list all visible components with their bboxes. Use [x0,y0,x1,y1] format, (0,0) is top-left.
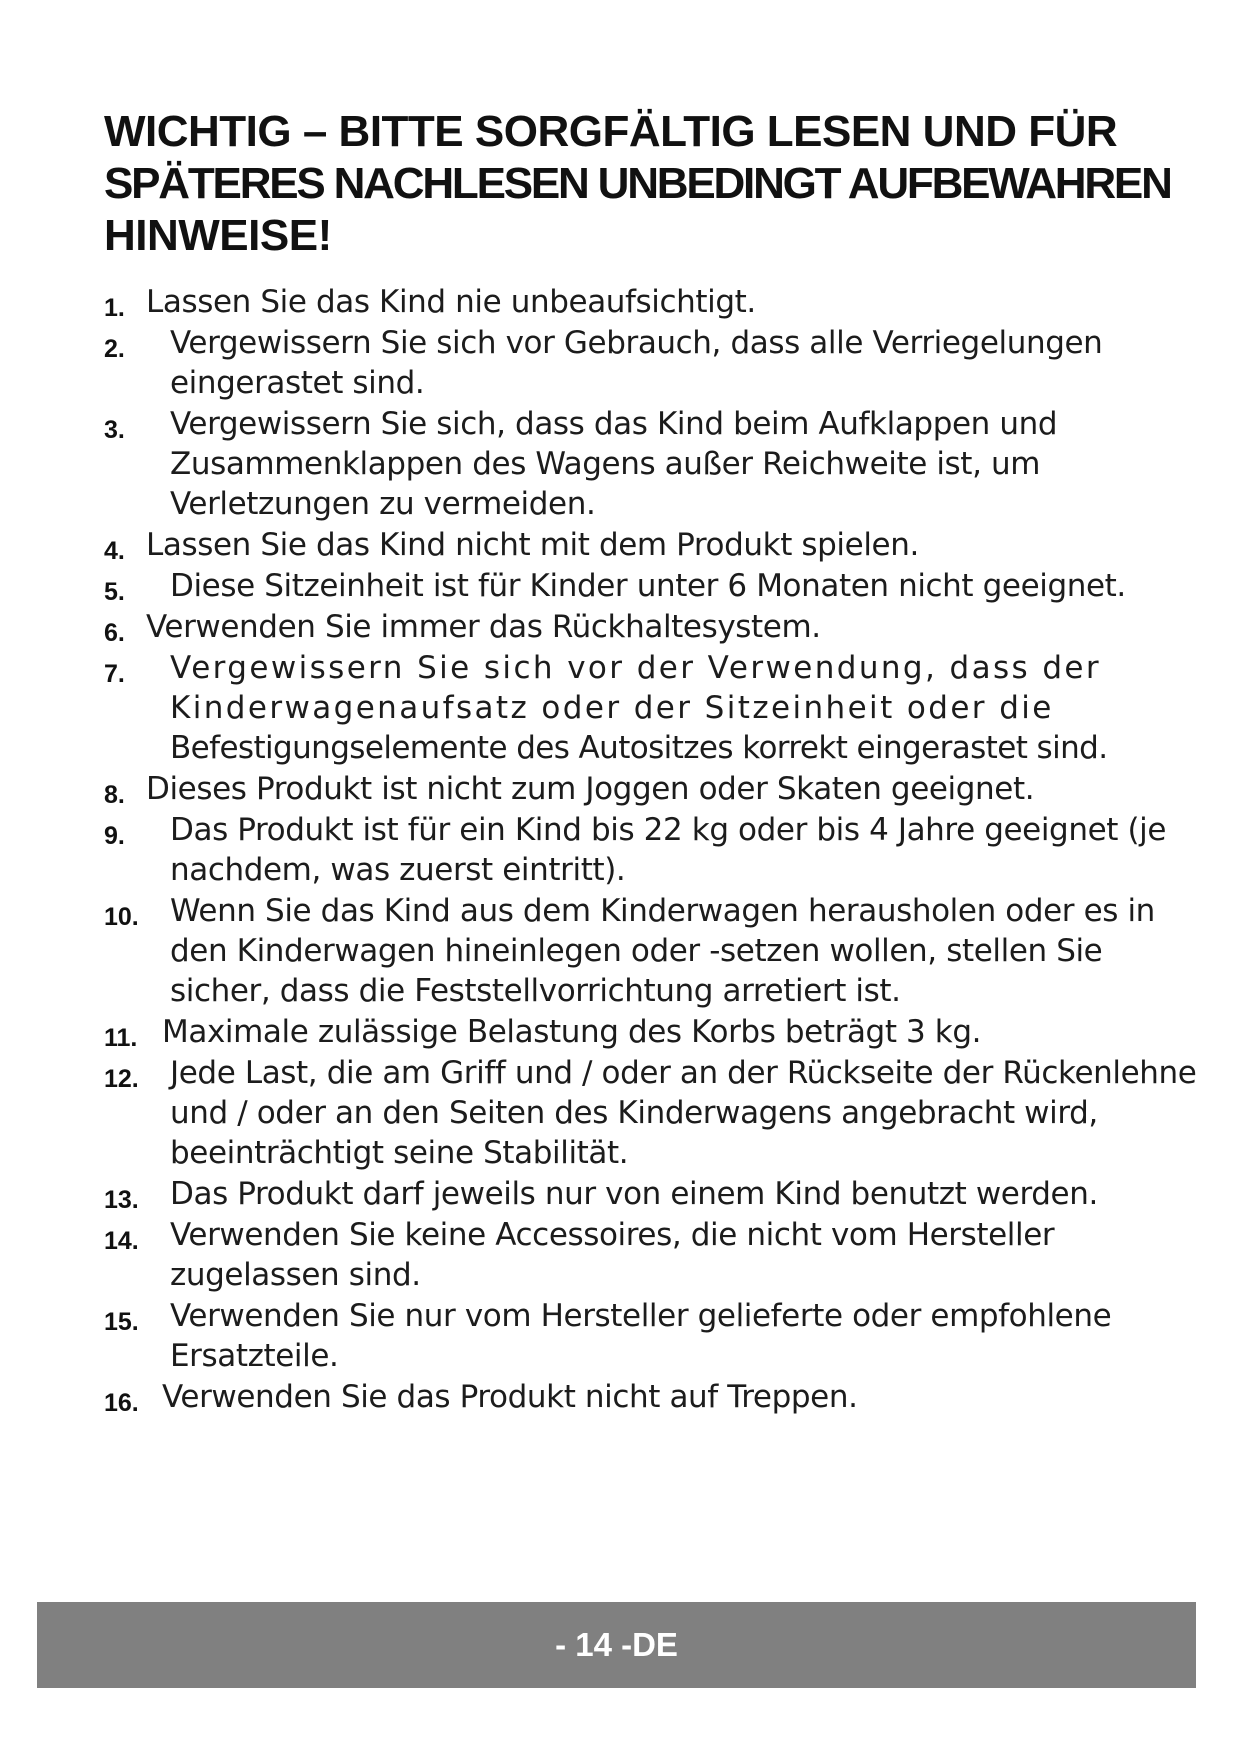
item-text: Verwenden Sie keine Accessoires, die nicht vom Hersteller zugelassen sind. [170,1217,1055,1293]
page-number: - 14 -DE [555,1626,678,1663]
list-item [104,1296,1204,1376]
item-text: Das Produkt ist für ein Kind bis 22 kg oder bis 4 Jahre geeignet (je nachdem, was zuerst eintritt). [170,812,1167,888]
item-number: 6. [104,619,125,647]
item-text: Verwenden Sie immer das Rückhaltesystem. [146,609,821,645]
list-item [104,1012,1204,1052]
list-item [104,607,1204,647]
list-item [104,282,1204,322]
list-item [104,1053,1204,1173]
item-text: Vergewissern Sie sich vor Gebrauch, dass alle Verriegelungen eingerastet sind. [170,325,1103,401]
list-item [104,810,1204,890]
item-number: 11. [104,1024,138,1052]
list-item [104,323,1204,403]
item-number: 9. [104,822,125,850]
list-item [104,648,1204,768]
item-number: 14. [104,1227,139,1255]
item-text: Verwenden Sie nur vom Hersteller gelieferte oder empfohlene Ersatzteile. [170,1298,1112,1374]
item-text: Vergewissern Sie sich, dass das Kind beim Aufklappen und Zusammenklappen des Wagens außer Reichweite ist, um Verletzungen zu vermeiden. [170,406,1058,522]
item-text: Diese Sitzeinheit ist für Kinder unter 6 Monaten nicht geeignet. [170,568,1126,604]
item-number: 15. [104,1308,139,1336]
item-number: 1. [104,294,125,322]
item-text: Jede Last, die am Griff und / oder an der Rückseite der Rückenlehne und / oder an den Seiten des Kinderwagens angebracht wird, beeinträchtigt seine Stabilität. [170,1055,1197,1171]
item-number: 3. [104,416,125,444]
item-number: 2. [104,335,125,363]
item-text-continued: Befestigungselemente des Autositzes korrekt eingerastet sind. [170,730,1108,766]
item-number: 4. [104,537,125,565]
list-item [104,891,1204,1011]
list-item [104,404,1204,524]
item-number: 7. [104,660,125,688]
list-item [104,1377,1204,1417]
item-text: Wenn Sie das Kind aus dem Kinderwagen herausholen oder es in den Kinderwagen hineinlegen oder -setzen wollen, stellen Sie sicher, dass die Feststellvorrichtung arretiert ist. [170,893,1155,1009]
item-number: 16. [104,1389,139,1417]
item-text: Vergewissern Sie sich vor der Verwendung, dass der Kinderwagenaufsatz oder der Sitzeinheit oder die [170,650,1102,726]
item-text: Maximale zulässige Belastung des Korbs beträgt 3 kg. [162,1014,982,1050]
item-number: 10. [104,903,139,931]
item-text: Dieses Produkt ist nicht zum Joggen oder Skaten geeignet. [146,771,1035,807]
list-item [104,1174,1204,1214]
item-text: Lassen Sie das Kind nicht mit dem Produkt spielen. [146,527,919,563]
list-item [104,769,1204,809]
footer-bar [37,1602,1196,1688]
list-item [104,566,1204,606]
item-number: 8. [104,781,125,809]
item-number: 12. [104,1065,139,1093]
item-number: 5. [104,578,125,606]
item-text: Verwenden Sie das Produkt nicht auf Treppen. [162,1379,858,1415]
item-text: Das Produkt darf jeweils nur von einem Kind benutzt werden. [170,1176,1098,1212]
title-line-2: SPÄTERES NACHLESEN UNBEDINGT AUFBEWAHREN [104,159,1171,208]
safety-instructions-list [104,282,1204,1418]
item-number: 13. [104,1186,139,1214]
page-title [104,106,1184,262]
title-line-1: WICHTIG – BITTE SORGFÄLTIG LESEN UND FÜR [104,107,1118,156]
title-line-3: HINWEISE! [104,211,332,260]
list-item [104,1215,1204,1295]
list-item [104,525,1204,565]
item-text: Lassen Sie das Kind nie unbeaufsichtigt. [146,284,756,320]
